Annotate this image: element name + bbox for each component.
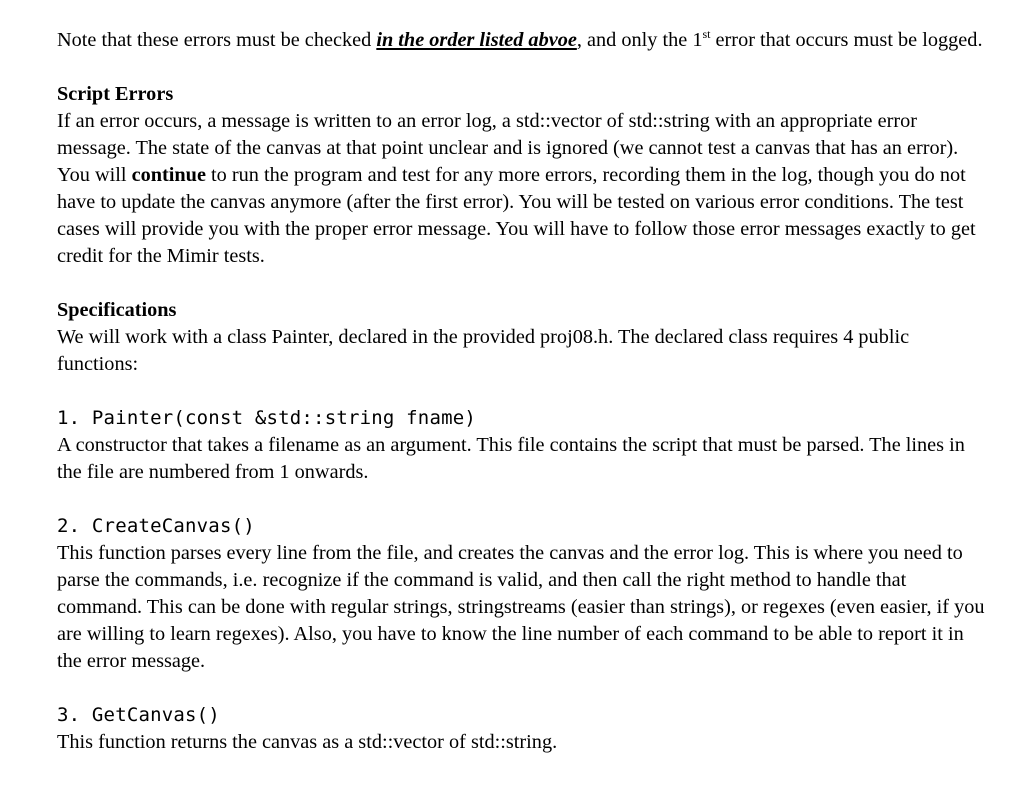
spacer [57, 486, 992, 513]
intro-paragraph [57, 27, 992, 54]
intro-superscript: st [702, 27, 711, 42]
spacer [57, 270, 992, 297]
spacer [57, 675, 992, 702]
intro-text-before: Note that these errors must be checked [57, 29, 377, 51]
intro-emphasis: in the order listed abvoe [376, 29, 577, 51]
spacer [57, 378, 992, 405]
function-signature: 1. Painter(const &std::string fname) [57, 407, 477, 429]
specifications-heading: Specifications [57, 299, 177, 321]
function-item [57, 513, 992, 675]
script-errors-text-after: to run the program and test for any more errors, recording them in the log, though you do not have to update the canvas anymore (after the first error). You will be tested on various error conditions. The test cases will provide you with the proper error message. You will have to follow those error messages exactly to get credit for the Mimir tests. [57, 164, 976, 267]
script-errors-bold: continue [131, 164, 206, 186]
document-page [57, 27, 992, 756]
script-errors-heading: Script Errors [57, 83, 174, 105]
script-errors-paragraph [57, 108, 992, 270]
specifications-paragraph: We will work with a class Painter, declared in the provided proj08.h. The declared class requires 4 public functions: [57, 326, 910, 375]
intro-text-after: error that occurs must be logged. [710, 29, 983, 51]
function-item [57, 702, 992, 756]
function-item [57, 405, 992, 486]
function-description: This function parses every line from the file, and creates the canvas and the error log. This is where you need to parse the commands, i.e. recognize if the command is valid, and then call the right method to handle that command. This can be done with regular strings, stringstreams (easier than strings), or regexes (even easier, if you are willing to learn regexes). Also, you have to know the line number of each command to be able to report it in the error message. [57, 542, 985, 672]
function-signature: 2. CreateCanvas() [57, 515, 255, 537]
function-signature: 3. GetCanvas() [57, 704, 220, 726]
script-errors-text-before: If an error occurs, a message is written to an error log, a std::vector of std::string with an appropriate error message. The state of the canvas at that point unclear and is ignored (we cannot test a canvas that has an error). You will [57, 110, 959, 186]
function-description: This function returns the canvas as a std::vector of std::string. [57, 731, 558, 753]
intro-text-middle: , and only the 1 [576, 29, 703, 51]
spacer [57, 54, 992, 81]
function-description: A constructor that takes a filename as an argument. This file contains the script that must be parsed. The lines in the file are numbered from 1 onwards. [57, 434, 965, 483]
